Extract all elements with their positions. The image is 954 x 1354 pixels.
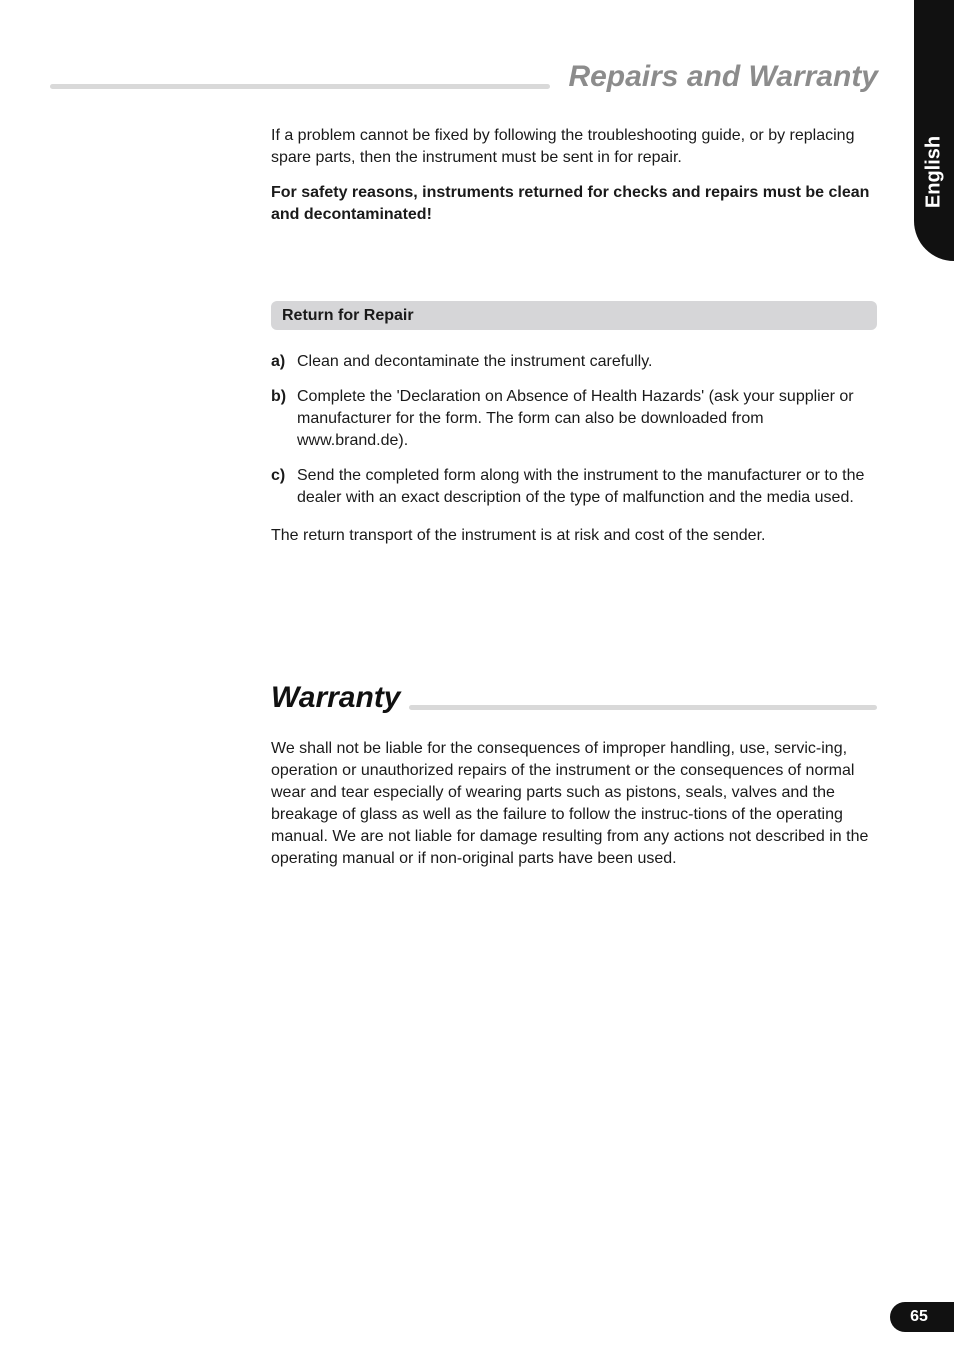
section-heading-return-for-repair xyxy=(271,301,877,330)
header-rule xyxy=(50,84,550,89)
step-text: Complete the 'Declaration on Absence of Health Hazards' (ask your supplier or manufacturer for the form. The form can also be downloaded from www.brand.de). xyxy=(297,388,854,449)
repair-step xyxy=(271,351,877,373)
page-number: 65 xyxy=(890,1302,954,1332)
warranty-heading: Warranty xyxy=(271,681,401,714)
section-heading-label: Return for Repair xyxy=(282,306,414,324)
step-text: Clean and decontaminate the instrument carefully. xyxy=(297,353,653,370)
warranty-paragraph: We shall not be liable for the consequences of improper handling, use, servic-ing, operation or unauthorized repairs of the instrument or the consequences of normal wear and tear especially of wearing parts such as pistons, seals, valves and the breakage of glass as well as the failure to follow the instruc-tions of the operating manual. We are not liable for damage resulting from any actions not described in the operating manual or if non-original parts have been used. xyxy=(271,740,869,867)
main-content xyxy=(271,125,877,870)
repair-step xyxy=(271,386,877,452)
language-tab xyxy=(914,0,954,261)
return-transport-note: The return transport of the instrument is at risk and cost of the sender. xyxy=(271,527,766,544)
warranty-rule xyxy=(409,705,878,710)
safety-warning: For safety reasons, instruments returned for checks and repairs must be clean and decontaminated! xyxy=(271,184,870,223)
step-letter: c) xyxy=(271,467,286,484)
repair-step xyxy=(271,465,877,509)
step-letter: b) xyxy=(271,388,287,405)
step-letter: a) xyxy=(271,353,286,370)
intro-paragraph: If a problem cannot be fixed by following the troubleshooting guide, or by replacing spare parts, then the instrument must be sent in for repair. xyxy=(271,127,855,166)
page-title: Repairs and Warranty xyxy=(568,60,878,93)
step-text: Send the completed form along with the instrument to the manufacturer or to the dealer with an exact description of the type of malfunction and the media used. xyxy=(297,467,865,506)
repair-steps-list xyxy=(271,351,877,509)
warranty-heading-row xyxy=(271,680,877,716)
language-tab-label: English xyxy=(922,135,945,209)
